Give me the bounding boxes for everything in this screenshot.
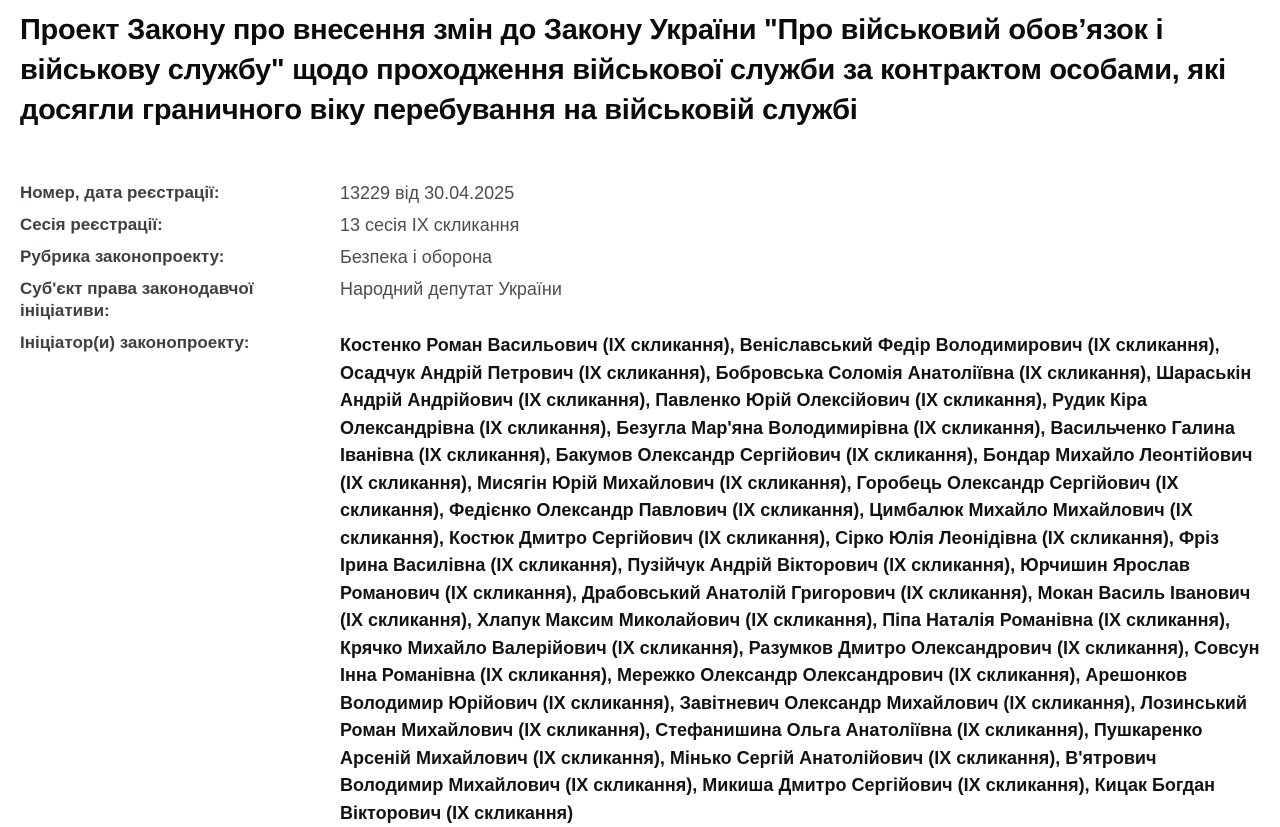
- initiators-value: Костенко Роман Васильович (IX скликання), Веніславський Федір Володимирович (IX скликання), Осадчук Андрій Петрович (IX скликання), Бобровська Соломія Анатоліївна (IX скликання), Шараськін Андрій Андрійович (IX скликання), Павленко Юрій Олексійович (IX скликання), Рудик Кіра Олександрівна (IX скликання), Безугла Мар'яна Володимирівна (IX скликання), Васильченко Галина Іванівна (IX скликання), Бакумов Олександр Сергійович (IX скликання), Бондар Михайло Леонтійович (IX скликання), Мисягін Юрій Михайлович (IX скликання), Горобець Олександр Сергійович (IX скликання), Федієнко Олександр Павлович (IX скликання), Цимбалюк Михайло Михайлович (IX скликання), Костюк Дмитро Сергійович (IX скликання), Сірко Юлія Леонідівна (IX скликання), Фріз Ірина Василівна (IX скликання), Пузійчук Андрій Вікторович (IX скликання), Юрчишин Ярослав Романович (IX скликання), Драбовський Анатолій Григорович (IX скликання), Мокан Василь Іванович (IX скликання), Хлапук Максим Миколайович (IX скликання), Піпа Наталія Романівна (IX скликання), Крячко Михайло Валерійович (IX скликання), Разумков Дмитро Олександрович (IX скликання), Совсун Інна Романівна (IX скликання), Мережко Олександр Олександрович (IX скликання), Арешонков Володимир Юрійович (IX скликання), Завітневич Олександр Михайлович (IX скликання), Лозинський Роман Михайлович (IX скликання), Стефанишина Ольга Анатоліївна (IX скликання), Пушкаренко Арсеній Михайлович (IX скликання), Мінько Сергій Анатолійович (IX скликання), В'ятрович Володимир Михайлович (IX скликання), Микиша Дмитро Сергійович (IX скликання), Кицак Богдан Вікторович (IX скликання): [340, 335, 1260, 823]
- detail-row-registration: [20, 182, 1262, 204]
- detail-row-initiative-subject: [20, 278, 1262, 322]
- registration-number-label: Номер, дата реєстрації:: [20, 183, 220, 202]
- detail-row-initiators: [20, 332, 1262, 827]
- bill-details-table: [20, 182, 1262, 827]
- session-value: 13 сесія IX скликання: [340, 215, 520, 235]
- initiative-subject-label: Суб'єкт права законодавчої ініціативи:: [20, 279, 254, 320]
- rubric-label: Рубрика законопроекту:: [20, 247, 225, 266]
- page-title: Проект Закону про внесення змін до Закону України "Про військовий обов’язок і військову службу" щодо проходження військової служби за контрактом особами, які досягли граничного віку перебування на військовій службі: [20, 14, 1226, 126]
- rubric-value: Безпека і оборона: [340, 247, 493, 267]
- session-label: Сесія реєстрації:: [20, 215, 163, 234]
- detail-row-session: [20, 214, 1262, 236]
- detail-row-rubric: [20, 246, 1262, 268]
- initiative-subject-value: Народний депутат України: [340, 279, 562, 299]
- registration-number-value: 13229 від 30.04.2025: [340, 183, 515, 203]
- initiators-label: Ініціатор(и) законопроекту:: [20, 333, 250, 352]
